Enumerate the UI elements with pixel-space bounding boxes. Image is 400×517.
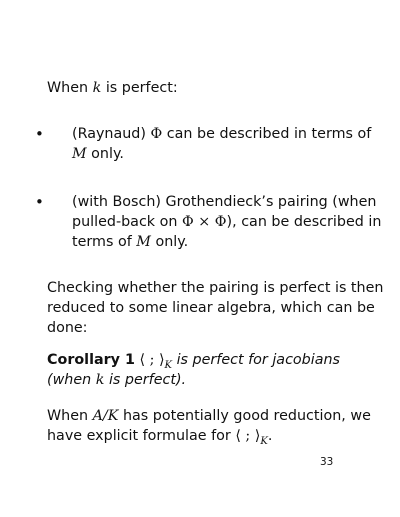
corollary-text-a: (when [47,372,96,388]
math-phi: Φ [150,126,163,142]
last-text-b: has potentially good reduction, we [118,408,371,424]
intro-text: When [47,80,93,96]
math-subscript-K: K [260,436,268,447]
bullet1-line1 [72,124,371,144]
math-subscript-K: K [164,360,173,371]
bullet-icon: • [35,193,44,211]
intro-line [47,78,178,98]
bullet1-text-b: can be described in terms of [162,126,372,142]
math-M: M [72,146,87,162]
corollary-line2 [47,370,186,390]
last-period: . [267,428,273,444]
bullet2-line3 [72,232,188,252]
bullet2-text-d: only. [150,234,189,250]
math-A-over-K: A/K [92,408,119,424]
last-text-a: When [47,408,93,424]
last-line1 [47,406,371,426]
math-times: × [193,214,215,230]
math-pairing: ⟨ ; ⟩ [235,428,261,444]
bullet1-text-c: only. [86,146,124,162]
math-k: k [95,372,105,388]
para-line1: Checking whether the pairing is perfect is then [47,280,384,296]
bullet1-line2 [72,144,124,164]
math-pairing: ⟨ ; ⟩ [134,352,165,368]
last-text-c: have explicit formulae for [47,428,236,444]
corollary-text-b: is perfect). [104,372,187,388]
bullet1-text-a: (Raynaud) [72,126,151,142]
bullet2-text-a: pulled-back on [72,214,182,230]
para-line2: reduced to some linear algebra, which can be [47,300,375,316]
corollary-label: Corollary 1 [47,352,135,368]
corollary-text: is perfect for jacobians [172,352,340,368]
bullet2-line1: (with Bosch) Grothendieck’s pairing (when [72,194,377,210]
math-phi: Φ [214,214,227,230]
math-M: M [136,234,151,250]
corollary-line1 [47,350,340,372]
last-line2 [47,426,272,448]
bullet-icon: • [35,125,44,143]
intro-text-end: is perfect: [101,80,178,96]
math-phi: Φ [181,214,194,230]
bullet2-text-b: ), can be described in [226,214,382,230]
page-number: 33 [320,456,334,468]
para-line3: done: [47,320,88,336]
bullet2-line2 [72,212,381,232]
math-k: k [92,80,102,96]
bullet2-text-c: terms of [72,234,137,250]
